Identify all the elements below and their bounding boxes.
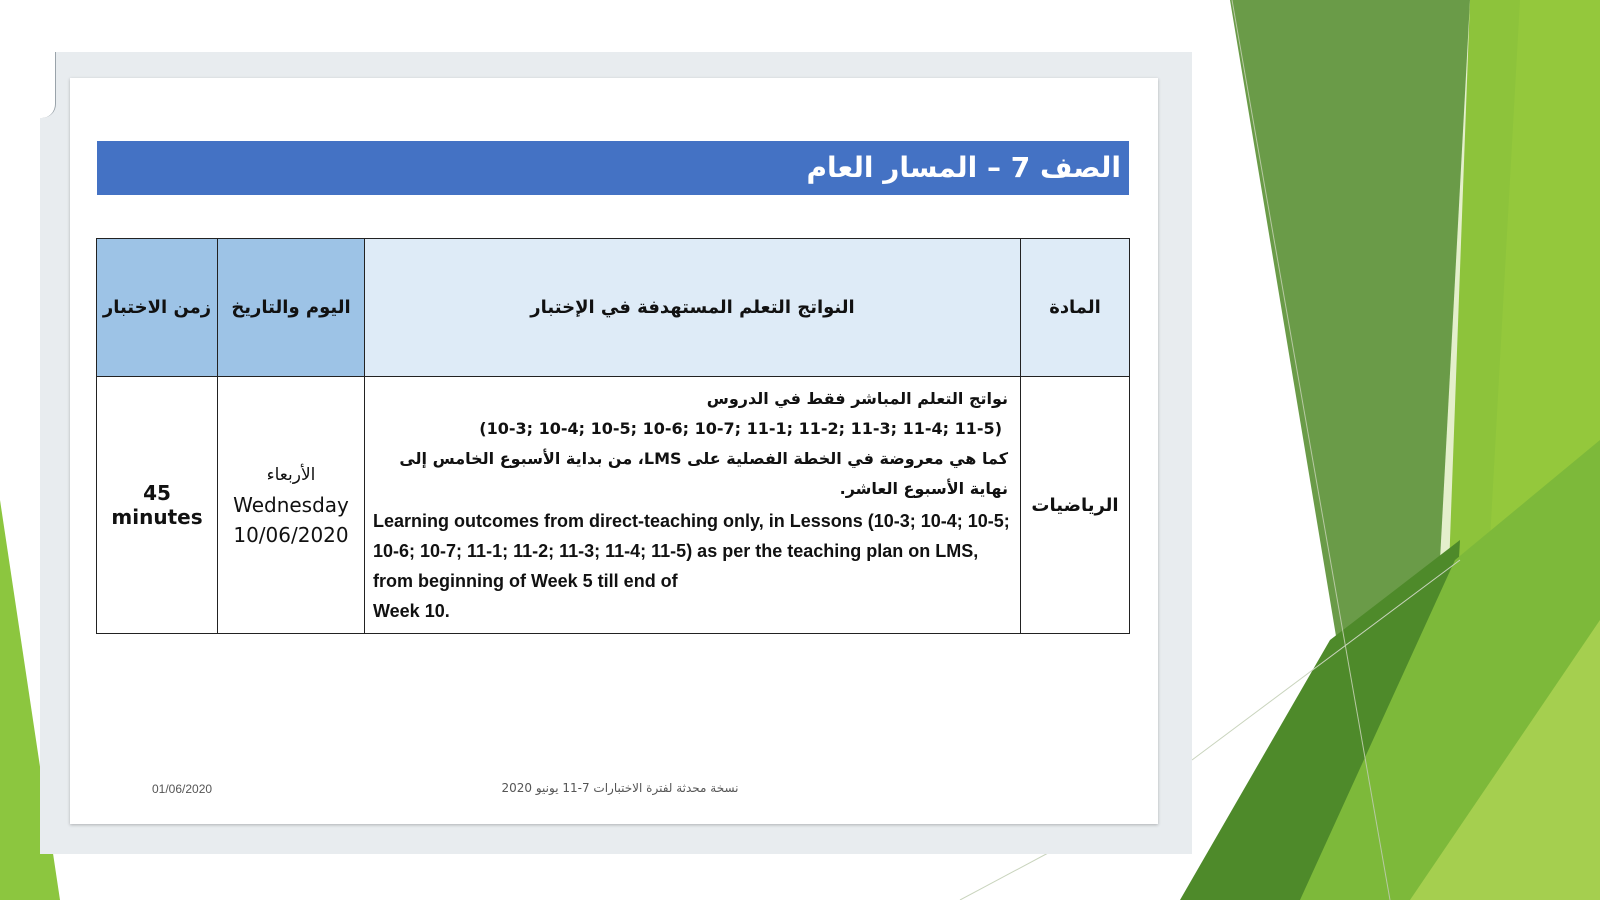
document-title: الصف 7 – المسار العام — [806, 151, 1121, 184]
table-header-row — [97, 239, 1130, 377]
table-row — [97, 377, 1130, 634]
day-english: Wednesday — [233, 493, 349, 517]
day-date-cell — [218, 377, 365, 634]
title-bar — [97, 141, 1129, 195]
footer-note: نسخة محدثة لفترة الاختبارات 7-11 يونيو 2020 — [501, 781, 739, 795]
header-outcomes: النواتج التعلم المستهدفة في الإختبار — [365, 239, 1021, 377]
header-day-date: اليوم والتاريخ — [218, 239, 365, 377]
outcomes-arabic-line: نواتج التعلم المباشر فقط في الدروس — [706, 389, 1008, 408]
outcomes-english-last: Week 10. — [373, 601, 450, 621]
exam-schedule-table — [96, 238, 1130, 634]
header-subject: المادة — [1021, 239, 1130, 377]
duration-cell: 45 minutes — [97, 377, 218, 634]
theme-line — [960, 852, 1050, 900]
screenshot-edge-fragment — [40, 52, 56, 118]
outcomes-cell — [365, 377, 1021, 634]
subject-cell: الرياضيات — [1021, 377, 1130, 634]
outcomes-arabic — [373, 384, 1010, 504]
outcomes-english — [373, 506, 1010, 626]
day-arabic: الأربعاء — [266, 465, 316, 485]
header-duration: زمن الاختبار — [97, 239, 218, 377]
outcomes-english-text: Learning outcomes from direct-teaching only, in Lessons (10-3; 10-4; 10-5; 10-6; 10-7; 11-1; 11-2; 11-3; 11-4; 11-5) as per the teaching plan on LMS, from beginning of Week 5 till end of — [373, 511, 1010, 591]
footer-date: 01/06/2020 — [152, 782, 213, 796]
outcomes-lesson-codes: (10-3; 10-4; 10-5; 10-6; 10-7; 11-1; 11-2; 11-3; 11-4; 11-5) — [479, 419, 1002, 438]
exam-date: 10/06/2020 — [233, 523, 349, 547]
outcomes-arabic-line: كما هي معروضة في الخطة الفصلية على LMS، من بداية الأسبوع الخامس إلى نهاية الأسبوع العاشر. — [399, 449, 1008, 498]
